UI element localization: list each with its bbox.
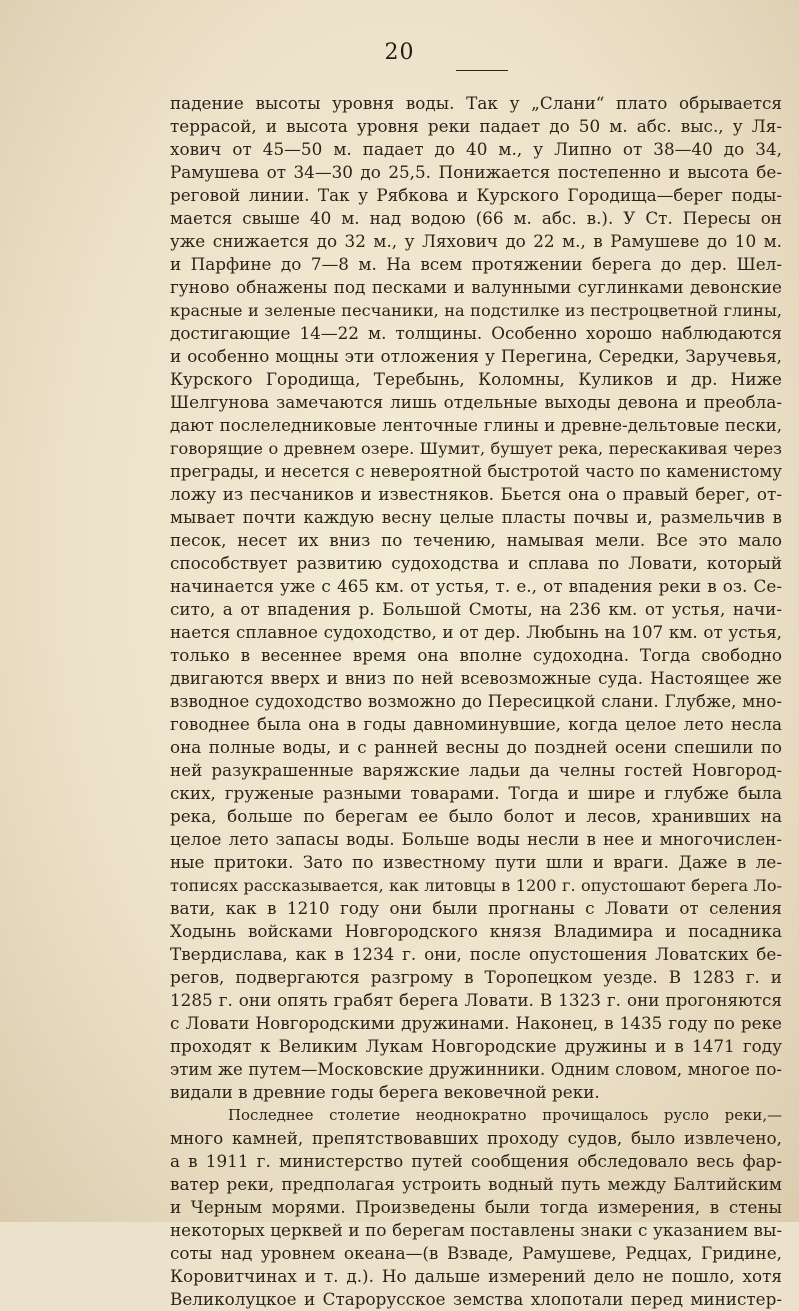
text-line: Твердислава, как в 1234 г. они, после опустошения Ловатских бе-: [170, 944, 782, 964]
text-line: способствует развитию судоходства и сплава по Ловати, который: [170, 553, 782, 573]
text-line: Ходынь войсками Новгородского князя Владимира и посадника: [170, 921, 782, 941]
text-line: тописях рассказывается, как литовцы в 1200 г. опустошают берега Ло-: [170, 876, 782, 895]
text-line: взводное судоходство возможно до Пересицкой слани. Глубже, мно-: [170, 692, 782, 711]
text-line: река, больше по берегам ее было болот и лесов, хранивших на: [170, 806, 782, 826]
text-line: и Черным морями. Произведены были тогда измерения, в стены: [170, 1197, 782, 1217]
text-line: и особенно мощны эти отложения у Перегина, Середки, Заручевья,: [170, 346, 782, 366]
text-line: ложу из песчаников и известняков. Бьется она о правый берег, от-: [170, 484, 782, 504]
text-line: Шелгунова замечаются лишь отдельные выходы девона и преобла-: [170, 392, 782, 412]
text-line: видали в древние годы берега вековечной реки.: [170, 1082, 600, 1102]
page-number-rule: [456, 70, 508, 71]
text-line: террасой, и высота уровня реки падает до 50 м. абс. выс., у Ля-: [170, 116, 782, 136]
text-line: говоднее была она в годы давноминувшие, когда целое лето несла: [170, 714, 782, 734]
text-line: дают послеледниковые ленточные глины и древне-дельтовые пески,: [170, 416, 782, 435]
text-line: красные и зеленые песчаники, на подстилке из пестроцветной глины,: [170, 301, 782, 320]
text-line: вати, как в 1210 году они были прогнаны с Ловати от селения: [170, 898, 782, 918]
text-line: много камней, препятствовавших проходу судов, было извлечено,: [170, 1128, 782, 1148]
text-line: 1285 г. они опять грабят берега Ловати. В 1323 г. они прогоняются: [170, 990, 782, 1010]
text-line: говорящие о древнем озере. Шумит, бушует река, перескакивая через: [170, 439, 782, 458]
text-line: Последнее столетие неоднократно прочищалось русло реки,—: [228, 1106, 782, 1124]
text-line: регов, подвергаются разгрому в Торопецком уезде. В 1283 г. и: [170, 967, 782, 987]
text-line: и Парфине до 7—8 м. На всем протяжении берега до дер. Шел-: [170, 254, 782, 274]
text-line: ней разукрашенные варяжские ладьи да челны гостей Новгород-: [170, 760, 782, 780]
text-line: двигаются вверх и вниз по ней всевозможные суда. Настоящее же: [170, 668, 782, 688]
text-line: только в весеннее время она вполне судоходна. Тогда свободно: [170, 645, 782, 665]
text-line: преграды, и несется с невероятной быстротой часто по каменистому: [170, 462, 782, 481]
text-line: проходят к Великим Лукам Новгородские дружины и в 1471 году: [170, 1036, 782, 1056]
text-line: ные притоки. Зато по известному пути шли и враги. Даже в ле-: [170, 852, 782, 872]
text-line: целое лето запасы воды. Больше воды несли в нее и многочислен-: [170, 829, 782, 849]
text-line: уже снижается до 32 м., у Ляхович до 22 м., в Рамушеве до 10 м.: [170, 231, 782, 251]
text-line: реговой линии. Так у Рябкова и Курского Городища—берег поды-: [170, 185, 782, 205]
text-line: она полные воды, и с ранней весны до поздней осени спешили по: [170, 737, 782, 757]
text-line: хович от 45—50 м. падает до 40 м., у Липно от 38—40 до 34,: [170, 139, 782, 159]
text-line: начинается уже с 465 км. от устья, т. е., от впадения реки в оз. Се-: [170, 576, 782, 596]
text-line: Коровитчинах и т. д.). Но дальше измерений дело не пошло, хотя: [170, 1266, 782, 1286]
text-line: с Ловати Новгородскими дружинами. Наконец, в 1435 году по реке: [170, 1013, 782, 1033]
text-line: мается свыше 40 м. над водою (66 м. абс. в.). У Ст. Пересы он: [170, 208, 782, 228]
text-line: нается сплавное судоходство, и от дер. Любынь на 107 км. от устья,: [170, 622, 782, 642]
text-line: ских, груженые разными товарами. Тогда и шире и глубже была: [170, 783, 782, 803]
text-line: соты над уровнем океана—(в Взваде, Рамушеве, Редцах, Гридине,: [170, 1243, 782, 1263]
text-line: достигающие 14—22 м. толщины. Особенно хорошо наблюдаются: [170, 323, 782, 343]
text-line: Курского Городища, Теребынь, Коломны, Куликов и др. Ниже: [170, 369, 782, 389]
text-line: ватер реки, предполагая устроить водный путь между Балтийским: [170, 1174, 782, 1194]
text-line: гуново обнажены под песками и валунными суглинками девонские: [170, 277, 782, 297]
text-line: песок, несет их вниз по течению, намывая мели. Все это мало: [170, 530, 782, 550]
text-line: падение высоты уровня воды. Так у „Слани“ плато обрывается: [170, 93, 782, 113]
text-line: Рамушева от 34—30 до 25,5. Понижается постепенно и высота бе-: [170, 162, 782, 182]
page-number: 20: [384, 40, 415, 65]
text-line: Великолуцкое и Старорусское земства хлопотали перед министер-: [170, 1289, 782, 1309]
text-line: сито, а от впадения р. Большой Смоты, на 236 км. от устья, начи-: [170, 599, 782, 619]
text-line: а в 1911 г. министерство путей сообщения обследовало весь фар-: [170, 1151, 782, 1171]
paragraph-1: [170, 92, 782, 1104]
text-line: этим же путем—Московские дружинники. Одним словом, многое по-: [170, 1060, 782, 1079]
paragraph-2: [170, 1104, 782, 1311]
text-line: некоторых церквей и по берегам поставлены знаки с указанием вы-: [170, 1220, 782, 1240]
body-text: [170, 92, 782, 1311]
text-line: мывает почти каждую весну целые пласты почвы и, размельчив в: [170, 507, 782, 527]
